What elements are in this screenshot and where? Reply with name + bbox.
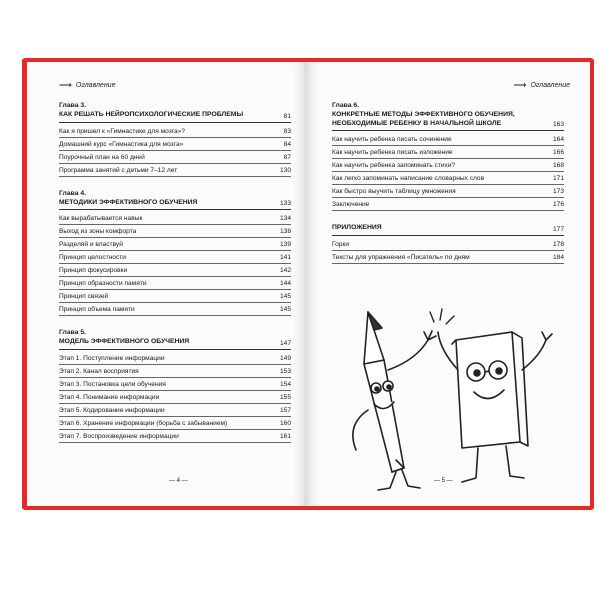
right-header-text: Оглавление [530,82,570,89]
entry-page-number: 154 [279,380,291,388]
toc-entry[interactable] [59,277,291,290]
entry-page-number: 176 [552,201,564,208]
chapter-title-row[interactable] [59,111,291,123]
toc-chapter [59,329,291,443]
chapter-label: Глава 4. [59,189,87,197]
entry-title: Поурочный план на 60 дней [59,153,145,161]
entry-title: Горки [332,240,350,248]
entry-page-number: 178 [552,240,564,248]
chapter-label: Глава 6. [332,102,360,109]
entry-title: Принцип объема памяти [59,306,135,313]
entry-page-number: 166 [552,149,564,156]
entry-title: Как научить ребенка запоминать стихи? [332,162,456,169]
toc-entry[interactable] [59,303,291,316]
chapter-title: КОНКРЕТНЫЕ МЕТОДЫ ЭФФЕКТИВНОГО ОБУЧЕНИЯ, НЕОБХОДИМЫЕ РЕБЕНКУ В НАЧАЛЬНОЙ ШКОЛЕ [332,111,515,127]
book-character-icon [438,332,552,482]
entry-title: Принцип целостности [59,254,126,261]
chapter-title-row[interactable] [59,338,291,350]
entry-title: Как научить ребенка писать изложение [332,149,453,156]
entry-page-number: 160 [279,419,291,427]
entry-title: Как вырабатывается навык [59,215,143,222]
entry-page-number: 168 [552,162,564,169]
left-running-header [59,80,115,91]
entry-title: Этап 3. Постановка цели обучения [59,380,166,388]
toc-entry[interactable] [332,251,564,264]
entry-page-number: 149 [279,354,291,362]
chapter-page-number: 177 [552,225,564,233]
entry-page-number: 173 [552,188,564,195]
toc-entry[interactable] [59,151,291,164]
toc-entry[interactable] [59,430,291,443]
toc-entry[interactable] [59,125,291,138]
toc-entry[interactable] [59,290,291,303]
entry-title: Выход из зоны комфорта [59,228,137,235]
entry-title: Этап 5. Кодирование информации [59,406,165,414]
toc-entry[interactable] [332,185,564,198]
entry-title: Тексты для упражнения «Писатель» по дням [332,253,470,261]
entry-page-number: 83 [283,127,291,135]
entry-title: Как легко запоминать написание словарных слов [332,175,485,182]
entry-page-number: 84 [283,140,291,148]
entry-title: Этап 6. Хранение информации (борьба с забыванием) [59,419,228,427]
chapter-title: ПРИЛОЖЕНИЯ [332,224,382,231]
entry-title: Принцип фокусировки [59,267,128,274]
entry-title: Принцип образности памяти [59,280,147,287]
chapter-title-row[interactable] [332,111,564,131]
entry-title: Этап 2. Канал восприятия [59,367,139,375]
entry-title: Как быстро выучить таблицу умножения [332,188,456,195]
entry-page-number: 153 [279,367,291,375]
entry-page-number: 161 [279,432,291,440]
entry-title: Заключение [332,201,370,208]
entry-page-number: 184 [552,253,564,261]
toc-entry[interactable] [332,159,564,172]
arrow-right-icon: ⟶ [59,80,72,90]
entry-page-number: 157 [279,406,291,414]
toc-entry[interactable] [332,198,564,211]
chapter-title-row[interactable] [59,199,291,211]
right-toc [332,102,564,277]
toc-chapter [59,190,291,317]
entry-page-number: 145 [279,293,291,300]
chapter-page-number: 81 [283,112,291,120]
entry-title: Программа занятий с детьми 7–12 лет [59,166,178,174]
entry-page-number: 145 [279,306,291,313]
clap-lines-icon [430,309,454,324]
chapter-page-number: 163 [552,121,564,128]
entry-page-number: 134 [279,215,291,222]
entry-page-number: 87 [283,153,291,161]
entry-title: Разделяй и властвуй [59,241,123,248]
entry-page-number: 164 [552,136,564,143]
toc-entry[interactable] [59,264,291,277]
toc-entry[interactable] [332,238,564,251]
entry-title: Принцип связей [59,293,109,300]
chapter-label: Глава 3. [59,102,87,109]
chapter-title: МЕТОДИКИ ЭФФЕКТИВНОГО ОБУЧЕНИЯ [59,198,198,206]
toc-entry[interactable] [332,172,564,185]
chapter-page-number: 133 [279,200,291,207]
toc-entry[interactable] [332,133,564,146]
chapter-title-row[interactable] [332,224,564,236]
pencil-character-icon [353,312,436,490]
entry-page-number: 155 [279,393,291,401]
toc-entry[interactable] [59,378,291,391]
left-toc [59,102,291,456]
entry-title: Как я пришел к «Гимнастике для мозга»? [59,127,186,135]
left-header-text: Оглавление [75,82,116,89]
right-page-number: — 5 — [434,478,453,484]
entry-page-number: 138 [279,228,291,235]
entry-page-number: 141 [279,254,291,261]
entry-page-number: 171 [552,175,564,182]
toc-chapter [332,102,564,211]
toc-entry[interactable] [59,404,291,417]
toc-entry[interactable] [59,225,291,238]
toc-chapter [59,102,291,177]
entry-title: Как научить ребенка писать сочинение [332,136,452,143]
entry-page-number: 142 [279,267,291,274]
chapter-title: МОДЕЛЬ ЭФФЕКТИВНОГО ОБУЧЕНИЯ [59,338,190,345]
entry-title: Этап 7. Воспроизведение информации [59,432,179,440]
chapter-title: КАК РЕШАТЬ НЕЙРОПСИХОЛОГИЧЕСКИЕ ПРОБЛЕМЫ [59,111,244,118]
right-page [306,62,590,506]
chapter-page-number: 147 [279,339,291,347]
toc-entry[interactable] [332,146,564,159]
arrow-right-icon: ⟶ [513,80,527,90]
entry-title: Домашний курс «Гимнастика для мозга» [59,140,184,148]
left-page-number: — 4 — [169,478,188,484]
left-page [27,62,306,506]
entry-title: Этап 1. Поступление информации [59,354,165,362]
toc-entry[interactable] [59,138,291,151]
toc-entry[interactable] [59,238,291,251]
illustration [316,300,566,495]
chapter-label: Глава 5. [59,329,87,336]
toc-entry[interactable] [59,251,291,264]
entry-page-number: 139 [279,241,291,248]
toc-entry[interactable] [59,365,291,378]
toc-entry[interactable] [59,164,291,177]
toc-entry[interactable] [59,417,291,430]
toc-entry[interactable] [59,212,291,225]
toc-chapter [332,224,564,264]
toc-entry[interactable] [59,391,291,404]
entry-page-number: 130 [279,166,291,174]
toc-entry[interactable] [59,352,291,365]
right-running-header [514,80,570,91]
entry-title: Этап 4. Понимание информации [59,393,160,401]
entry-page-number: 144 [279,280,291,287]
